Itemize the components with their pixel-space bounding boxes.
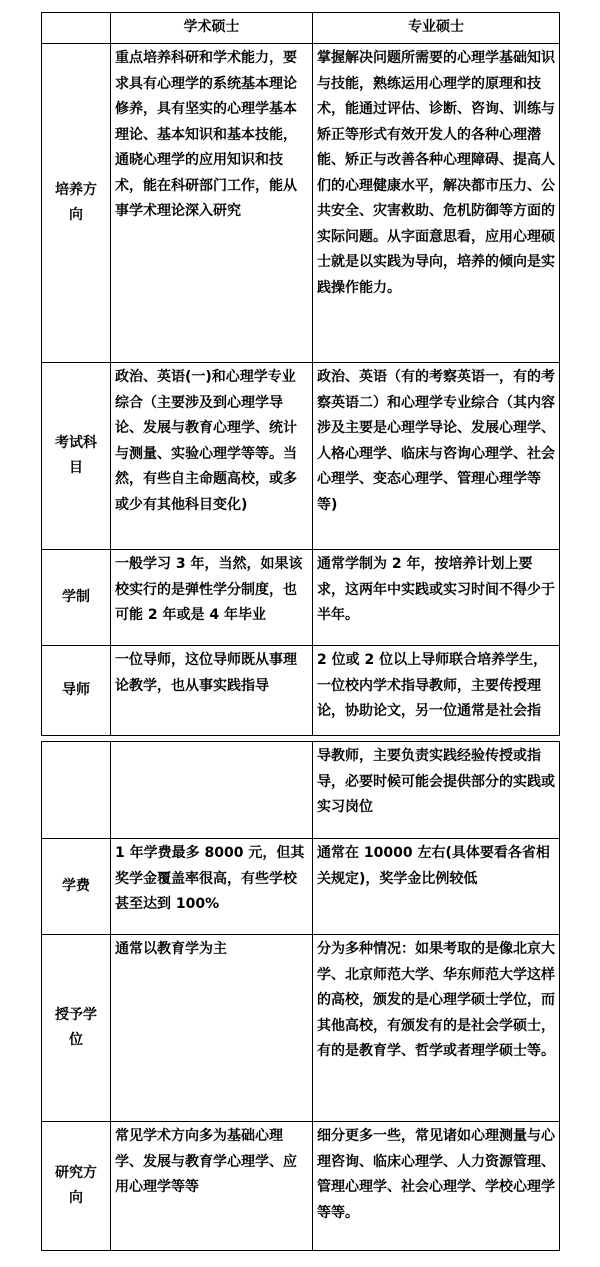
professional-cell: 导教师，主要负责实践经验传授或指导，必要时候可能会提供部分的实践或实习岗位 bbox=[313, 742, 560, 839]
professional-cell: 通常在 10000 左右(具体要看各省相关规定)，奖学金比例较低 bbox=[313, 839, 560, 935]
comparison-table-bottom bbox=[41, 741, 560, 1251]
professional-cell: 分为多种情况：如果考取的是像北京大学、北京师范大学、华东师范大学这样的高校，颁发的是心理学硕士学位，而其他高校，有颁发有的是社会学硕士，有的是教育学、哲学或者理学硕士等。 bbox=[313, 935, 560, 1122]
table-row bbox=[42, 742, 560, 839]
row-label: 培养方向 bbox=[42, 44, 111, 363]
table-row bbox=[42, 646, 560, 736]
academic-cell: 一位导师，这位导师既从事理论教学，也从事实践指导 bbox=[111, 646, 313, 736]
comparison-table-top bbox=[41, 12, 560, 736]
academic-cell: 通常以教育学为主 bbox=[111, 935, 313, 1122]
row-label: 考试科目 bbox=[42, 363, 111, 550]
professional-cell: 通常学制为 2 年，按培养计划上要求，这两年中实践或实习时间不得少于半年。 bbox=[313, 550, 560, 646]
professional-cell: 细分更多一些，常见诸如心理测量与心理咨询、临床心理学、人力资源管理、管理心理学、社会心理学、学校心理学等等。 bbox=[313, 1122, 560, 1251]
header-row bbox=[42, 13, 560, 44]
academic-cell bbox=[111, 742, 313, 839]
professional-cell: 掌握解决问题所需要的心理学基础知识与技能，熟练运用心理学的原理和技术，能通过评估、诊断、咨询、训练与矫正等形式有效开发人的各种心理潜能、矫正与改善各种心理障碍、提高人们的心理健康水平，解决都市压力、公共安全、灾害救助、危机防御等方面的实际问题。从字面意思看，应用心理硕士就是以实践为导向，培养的倾向是实践操作能力。 bbox=[313, 44, 560, 363]
row-label: 导师 bbox=[42, 646, 111, 736]
row-label: 授予学位 bbox=[42, 935, 111, 1122]
table-row bbox=[42, 1122, 560, 1251]
academic-cell: 一般学习 3 年，当然，如果该校实行的是弹性学分制度，也可能 2 年或是 4 年毕业 bbox=[111, 550, 313, 646]
header-academic: 学术硕士 bbox=[111, 13, 313, 44]
row-label: 学费 bbox=[42, 839, 111, 935]
row-label: 学制 bbox=[42, 550, 111, 646]
table-row bbox=[42, 44, 560, 363]
header-professional: 专业硕士 bbox=[313, 13, 560, 44]
row-label bbox=[42, 742, 111, 839]
table-row bbox=[42, 363, 560, 550]
row-label: 研究方向 bbox=[42, 1122, 111, 1251]
table-row bbox=[42, 550, 560, 646]
academic-cell: 政治、英语(一)和心理学专业综合（主要涉及到心理学导论、发展与教育心理学、统计与测量、实验心理学等等。当然，有些自主命题高校，或多或少有其他科目变化) bbox=[111, 363, 313, 550]
header-empty-cell bbox=[42, 13, 111, 44]
academic-cell: 重点培养科研和学术能力，要求具有心理学的系统基本理论修养，具有坚实的心理学基本理论、基本知识和基本技能，通晓心理学的应用知识和技术，能在科研部门工作，能从事学术理论深入研究 bbox=[111, 44, 313, 363]
professional-cell: 2 位或 2 位以上导师联合培养学生，一位校内学术指导教师，主要传授理论，协助论文，另一位通常是社会指 bbox=[313, 646, 560, 736]
academic-cell: 常见学术方向多为基础心理学、发展与教育学心理学、应用心理学等等 bbox=[111, 1122, 313, 1251]
professional-cell: 政治、英语（有的考察英语一，有的考察英语二）和心理学专业综合（其内容涉及主要是心理学导论、发展心理学、人格心理学、临床与咨询心理学、社会心理学、变态心理学、管理心理学等等) bbox=[313, 363, 560, 550]
table-row bbox=[42, 839, 560, 935]
academic-cell: 1 年学费最多 8000 元，但其奖学金覆盖率很高，有些学校甚至达到 100% bbox=[111, 839, 313, 935]
table-row bbox=[42, 935, 560, 1122]
